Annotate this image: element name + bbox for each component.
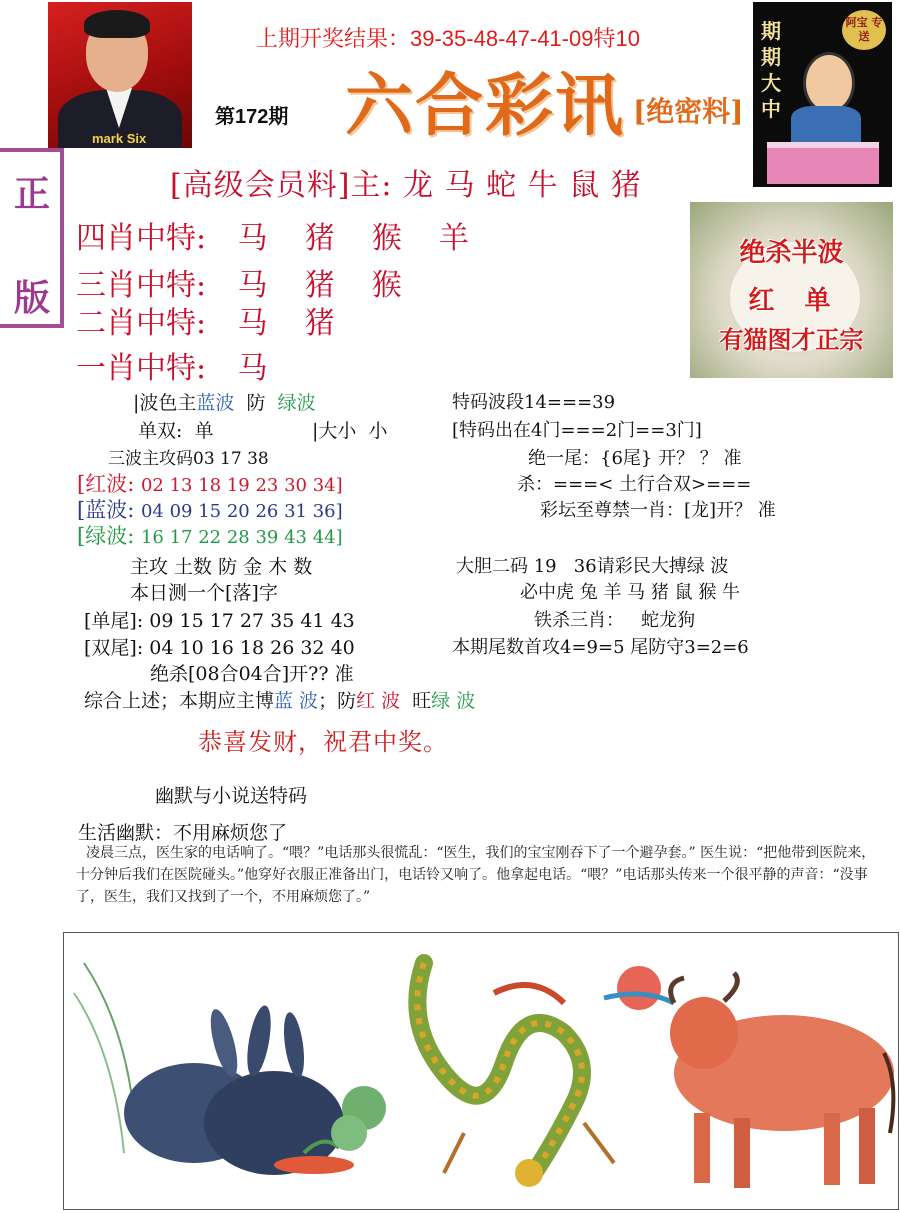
authentic-char-1: 正 xyxy=(14,173,51,215)
authentic-char-2: 版 xyxy=(14,277,51,319)
blue-wave-numbers: 04 09 15 20 26 31 36] xyxy=(140,501,343,522)
summary-green: 绿 波 xyxy=(431,690,476,712)
cat-line-3: 有猫图才正宗 xyxy=(719,325,864,354)
green-wave-label: [绿波: xyxy=(77,524,135,548)
red-wave-numbers: 02 13 18 19 23 30 34] xyxy=(140,475,343,496)
summary-c: ；防 xyxy=(318,690,357,712)
pick-one xyxy=(76,343,274,387)
pick-label: 四肖中特: xyxy=(76,221,207,256)
dragon-painting xyxy=(417,963,614,1187)
cat-panel xyxy=(690,202,893,378)
green-wave-numbers: 16 17 22 28 39 43 44] xyxy=(140,527,343,548)
rabbit-painting xyxy=(74,963,386,1175)
pick-label: 一肖中特: xyxy=(76,351,207,386)
presenter-photo xyxy=(48,2,192,148)
tail-attack: 本期尾数首攻4=9=5 尾防守3=2=6 xyxy=(452,637,749,658)
summary-line xyxy=(84,686,475,713)
three-waves: 三波主攻码03 17 38 xyxy=(108,449,269,469)
pick-label: 三肖中特: xyxy=(76,268,207,303)
wave-color-guard: 绿波 xyxy=(277,392,316,414)
mascot-badge: 阿宝 专送 xyxy=(842,10,886,50)
pick-value: 马 猪 猴 xyxy=(237,268,408,303)
page-title: 六合彩讯 xyxy=(345,66,626,146)
cat-line-1: 绝杀半波 xyxy=(739,238,844,268)
main-attack: 主攻 土数 防 金 木 数 xyxy=(130,556,313,578)
cat-line-2: 红 单 xyxy=(748,286,835,316)
wave-color-mid: 防 xyxy=(234,392,278,414)
mark-six-logo: mark Six xyxy=(92,131,147,146)
wave-color-prefix: |波色主 xyxy=(133,392,197,414)
summary-a: 综合上述；本期应主博 xyxy=(84,690,275,712)
issue-number: 第172期 xyxy=(215,106,289,128)
illustrations-svg xyxy=(64,933,899,1210)
kill-tail: 绝一尾：{6尾} 开？ ？ 准 xyxy=(528,448,742,469)
pick-two xyxy=(76,298,341,342)
code-door: [特码出在4门===2门==3门] xyxy=(452,420,702,441)
mascot-sign-text: 期期大中 xyxy=(761,19,781,121)
iron-kill: 铁杀三肖： 蛇龙狗 xyxy=(534,610,696,631)
pick-value: 马 xyxy=(237,351,274,386)
summary-e: 旺 xyxy=(400,690,432,712)
humor-story: 凌晨三点，医生家的电话响了。“喂？”电话那头很慌乱：“医生，我们的宝宝刚吞下了一个避孕套。” 医生说：“把他带到医院来，十分钟后我们在医院碰头。”他穿好衣服正准备出门，电话铃又响了。他拿起电话。“喂？”电话那头传来一个很平静的声音：“没事了，医生，我们又找到了一个，不用麻烦您了。” xyxy=(76,845,876,905)
zodiac-illustrations xyxy=(63,932,899,1210)
summary-red: 红 波 xyxy=(356,690,401,712)
humor-title: 幽默与小说送特码 xyxy=(155,785,308,807)
kill-line: 绝杀[08合04合]开?? 准 xyxy=(150,663,354,685)
congrats-text: 恭喜发财，祝君中奖。 xyxy=(198,728,448,756)
red-wave-label: [红波: xyxy=(77,472,135,496)
forbidden-zodiac: 彩坛至尊禁一肖：[龙]开？ 准 xyxy=(540,500,776,521)
big-small: |大小 小 xyxy=(312,420,388,442)
pick-label: 二肖中特: xyxy=(76,306,207,341)
green-wave-line xyxy=(77,520,343,550)
daily-char: 本日测一个[落]字 xyxy=(130,582,278,604)
previous-result: 上期开奖结果：39-35-48-47-41-09特10 xyxy=(256,26,640,51)
code-segment: 特码波段14===39 xyxy=(452,392,616,413)
blue-wave-label: [蓝波: xyxy=(77,498,135,522)
pick-value: 马 猪 猴 羊 xyxy=(237,221,475,256)
single-tail: [单尾]: 09 15 17 27 35 41 43 xyxy=(84,610,355,632)
member-tip: [高级会员料]主: 龙 马 蛇 牛 鼠 猪 xyxy=(170,168,642,203)
ox-painting xyxy=(604,966,894,1188)
life-humor-title: 生活幽默：不用麻烦您了 xyxy=(78,822,288,844)
mascot-image xyxy=(753,2,892,187)
title-suffix: [绝密料] xyxy=(633,95,744,128)
double-tail: [双尾]: 04 10 16 18 26 32 40 xyxy=(84,637,355,659)
wave-color-main: 蓝波 xyxy=(196,392,235,414)
authentic-badge xyxy=(0,148,64,328)
two-codes: 大胆二码 19 36请彩民大搏绿 波 xyxy=(456,556,729,577)
wave-color-line xyxy=(133,388,316,415)
odd-even: 单双: 单 xyxy=(138,420,214,442)
kill-element: 杀：===< 土行合双>=== xyxy=(517,474,752,495)
pick-value: 马 猪 xyxy=(237,306,341,341)
pick-four xyxy=(76,213,475,257)
summary-blue: 蓝 波 xyxy=(274,690,319,712)
must-win: 必中虎 兔 羊 马 猪 鼠 猴 牛 xyxy=(520,582,741,603)
